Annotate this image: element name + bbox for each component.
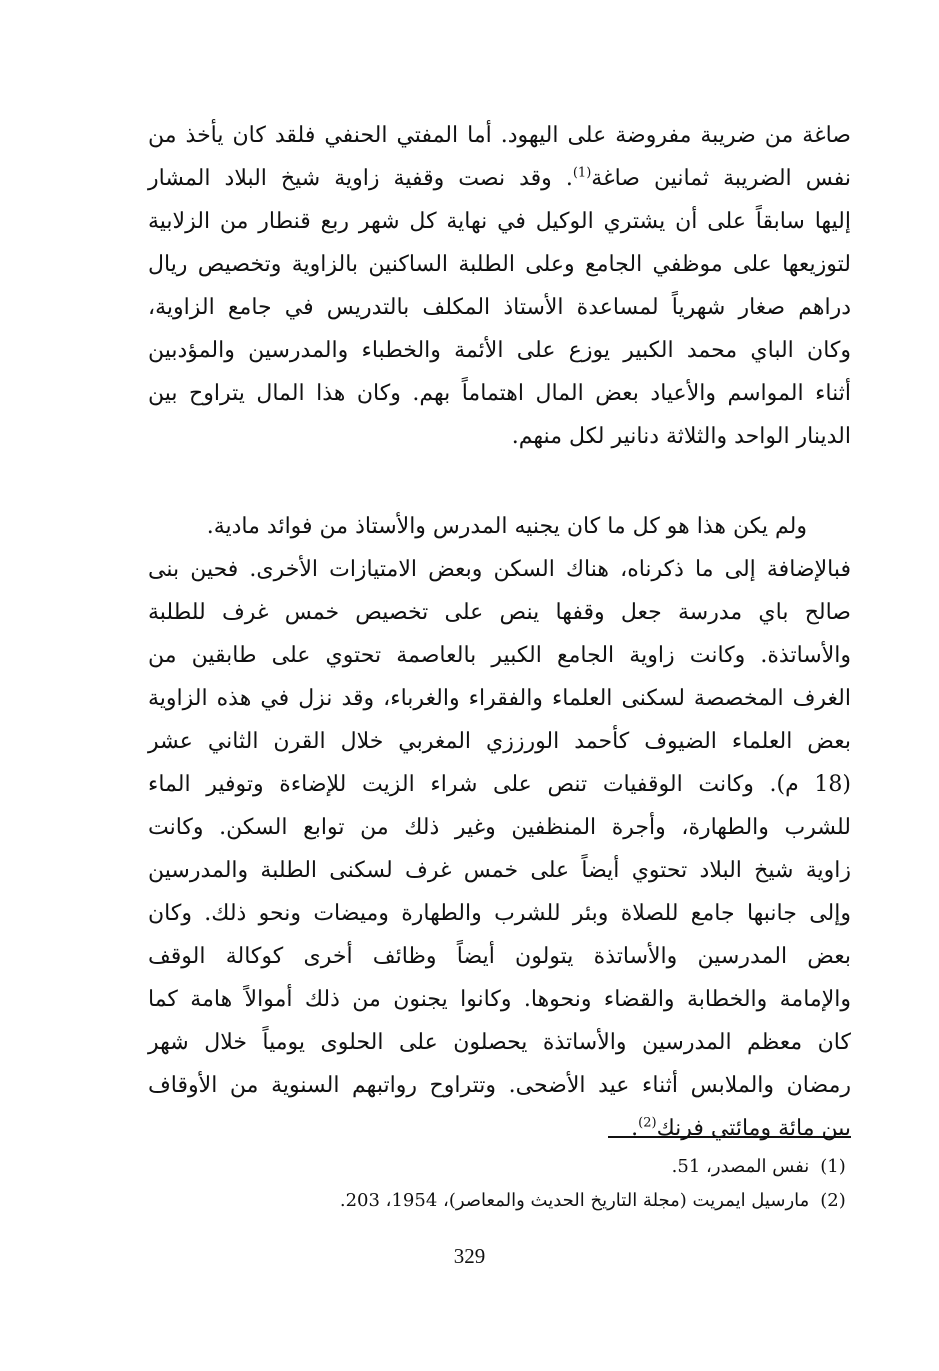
text-line: رمضان والملابس أثناء عيد الأضحى. وتتراوح رواتبهم السنوية من الأوقاف [148, 1073, 851, 1098]
footnote-text: مارسيل ايمريت (مجلة التاريخ الحديث والمعاصر)، 1954، 203. [339, 1190, 810, 1211]
footnote-reference: (2) [638, 1115, 657, 1131]
text-line: ولم يكن هذا هو كل ما كان يجنيه المدرس والأستاذ من فوائد مادية. [206, 514, 807, 539]
text-segment: بين مائة ومائتي فرنك [656, 1116, 851, 1141]
text-segment: نفس الضريبة ثمانين صاغة [591, 166, 852, 191]
text-line [148, 157, 851, 200]
paragraph-2 [148, 505, 851, 1150]
text-line: وكان الباي محمد الكبير يوزع على الأئمة والخطباء والمدرسين والمؤدبين [148, 338, 851, 363]
footnote-number: (2) [820, 1190, 846, 1211]
text-line: أثناء المواسم والأعياد بعض المال اهتماماً بهم. وكان هذا المال يتراوح بين [148, 381, 851, 406]
text-line: بعض العلماء الضيوف كأحمد الورززي المغربي خلال القرن الثاني عشر [148, 729, 851, 754]
footnote [148, 1150, 851, 1184]
footnote-text: نفس المصدر، 51. [671, 1156, 810, 1177]
text-segment: . [631, 1116, 639, 1141]
footnote-number: (1) [820, 1156, 846, 1177]
footnote [148, 1184, 851, 1218]
text-line: والأساتذة. وكانت زاوية الجامع الكبير بالعاصمة تحتوي على طابقين من [148, 643, 851, 668]
footnotes [148, 1150, 851, 1218]
text-line [148, 1107, 851, 1150]
text-line: والإمامة والخطابة والقضاء ونحوها. وكانوا يجنون من ذلك أموالاً هامة كما [148, 987, 851, 1012]
footnote-separator [608, 1136, 851, 1138]
text-line: للشرب والطهارة، وأجرة المنظفين وغير ذلك من توابع السكن. وكانت [148, 815, 851, 840]
text-line: وإلى جانبها جامع للصلاة وبئر للشرب والطهارة وميضات ونحو ذلك. وكان [148, 901, 851, 926]
text-line: فبالإضافة إلى ما ذكرناه، هناك السكن وبعض الامتيازات الأخرى. فحين بنى [148, 557, 851, 582]
page-number: 329 [453, 1244, 486, 1268]
paragraph-1 [148, 114, 851, 458]
text-line: إليها سابقاً على أن يشتري الوكيل في نهاية كل شهر ربع قنطار من الزلابية [148, 209, 851, 234]
text-line: الغرف المخصصة لسكنى العلماء والفقراء والغرباء، وقد نزل في هذه الزاوية [148, 686, 851, 711]
text-segment: . وقد نصت وقفية زاوية شيخ البلاد المشار [148, 166, 573, 191]
text-line: صاغة من ضريبة مفروضة على اليهود. أما المفتي الحنفي فلقد كان يأخذ من [148, 123, 851, 148]
text-line: زاوية شيخ البلاد تحتوي أيضاً على خمس غرف لسكنى الطلبة والمدرسين [148, 858, 851, 883]
text-line: صالح باي مدرسة جعل وقفها ينص على تخصيص خمس غرف للطلبة [148, 600, 851, 625]
text-line: (18 م). وكانت الوقفيات تنص على شراء الزيت للإضاءة وتوفير الماء [148, 772, 851, 797]
text-line: الدينار الواحد والثلاثة دنانير لكل منهم. [511, 424, 851, 449]
footnote-reference: (1) [572, 165, 592, 181]
text-line: دراهم صغار شهرياً لمساعدة الأستاذ المكلف بالتدريس في جامع الزاوية، [148, 295, 851, 320]
text-line: كان معظم المدرسين والأساتذة يحصلون على الحلوى يومياً خلال شهر [148, 1030, 851, 1055]
text-line: لتوزيعها على موظفي الجامع وعلى الطلبة الساكنين بالزاوية وتخصيص ريال [148, 252, 851, 277]
text-line: بعض المدرسين والأساتذة يتولون أيضاً وظائف أخرى كوكالة الوقف [148, 944, 851, 969]
